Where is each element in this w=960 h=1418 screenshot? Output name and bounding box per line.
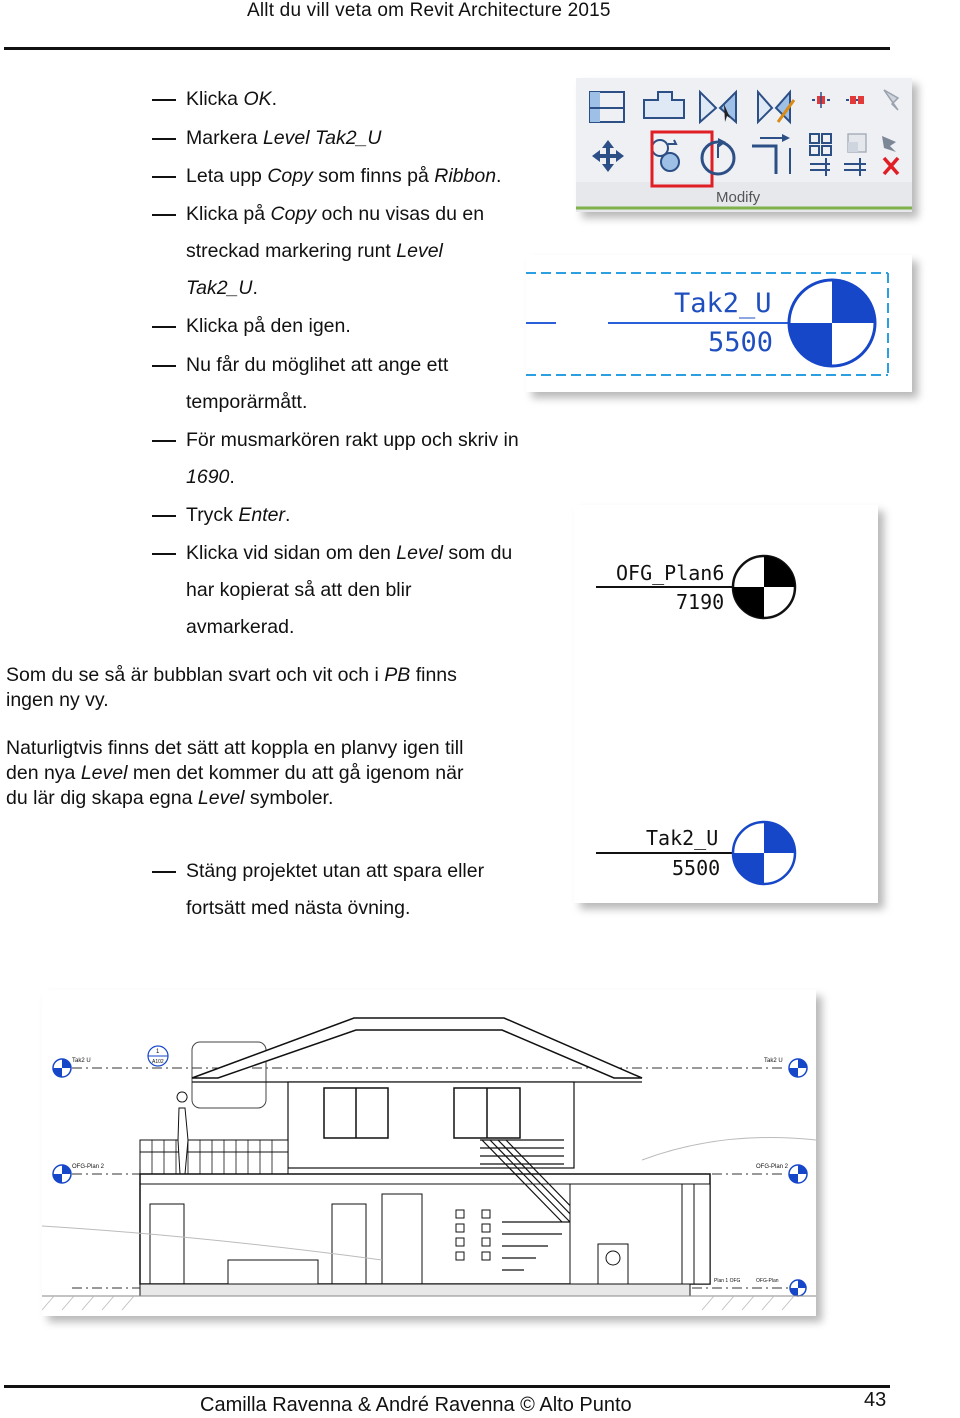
level-head-bubble-icon xyxy=(53,1165,71,1183)
step-item xyxy=(152,81,522,118)
dash-bullet-icon xyxy=(152,214,176,216)
body-paragraph: Som du se så är bubblan svart och vit och i PB finns ingen ny vy. xyxy=(6,664,457,711)
footer-rule xyxy=(4,1385,890,1388)
body-paragraph: Naturligtvis finns det sätt att koppla en planvy igen till den nya Level men det kommer du att gå igenom när du lär dig skapa egna Level symboler. xyxy=(6,737,464,809)
step-text: Klicka vid sidan om den Level som du har kopierat så att den blir avmarkerad. xyxy=(186,542,513,638)
level-head-bubble-icon[interactable] xyxy=(733,556,795,618)
level-copy-drawing xyxy=(526,255,912,392)
ribbon-modify-panel xyxy=(576,78,912,212)
house-section-drawing xyxy=(42,990,816,1316)
step-item xyxy=(152,196,522,307)
dash-bullet-icon xyxy=(152,99,176,101)
step-text: Nu får du möglihet att ange ett temporärmått. xyxy=(186,354,449,413)
step-item xyxy=(152,497,522,534)
page-header xyxy=(0,0,960,50)
step-item xyxy=(152,347,522,421)
level-name: Tak2_U xyxy=(674,288,772,319)
step-text: Markera Level Tak2_U xyxy=(186,127,382,149)
detail-tag-sheet: A102 xyxy=(152,1059,164,1065)
level-elevation: 5500 xyxy=(672,856,721,880)
step-item xyxy=(152,422,522,496)
level-head-bubble-icon xyxy=(53,1059,71,1077)
level-head-bubble-icon xyxy=(789,1165,807,1183)
step-item xyxy=(152,535,522,646)
level-head-bubble-icon[interactable] xyxy=(789,280,875,366)
header-rule xyxy=(4,47,890,50)
level-label: Tak2 U xyxy=(764,1058,783,1064)
step-item xyxy=(152,158,522,195)
dash-bullet-icon xyxy=(152,365,176,367)
sofa xyxy=(228,1260,318,1284)
level-label: OFG-Plan 2 xyxy=(756,1164,789,1170)
level-head-bubble-icon xyxy=(790,1280,806,1296)
page-title: Allt du vill veta om Revit Architecture 2015 xyxy=(247,0,611,21)
page-number: 43 xyxy=(864,1389,887,1411)
level-label: OFG-Plan 2 xyxy=(72,1164,105,1170)
level-name: Tak2_U xyxy=(646,826,719,850)
dash-bullet-icon xyxy=(152,326,176,328)
step-text: Klicka på Copy och nu visas du en streckad markering runt Level Tak2_U. xyxy=(186,203,485,299)
level-elevation: 5500 xyxy=(708,327,774,358)
footer-credit: Camilla Ravenna & André Ravenna © Alto Punto xyxy=(200,1394,632,1416)
level-elevation: 7190 xyxy=(676,590,725,614)
detail-tag-number: 1 xyxy=(156,1049,160,1055)
step-text: Leta upp Copy som finns på Ribbon. xyxy=(186,165,502,187)
step-text: Klicka på den igen. xyxy=(186,315,351,337)
dash-bullet-icon xyxy=(152,515,176,517)
dash-bullet-icon xyxy=(152,176,176,178)
dash-bullet-icon xyxy=(152,138,176,140)
step-text: Tryck Enter. xyxy=(186,504,291,526)
level-name: OFG_Plan6 xyxy=(616,561,725,585)
level-heads-figure xyxy=(574,505,878,903)
house-section-figure xyxy=(42,990,816,1316)
dash-bullet-icon xyxy=(152,553,176,555)
level-label: OFG-Plan xyxy=(756,1278,779,1284)
level-head-bubble-icon[interactable] xyxy=(733,822,795,884)
step-item xyxy=(152,308,522,345)
step-text: Klicka OK. xyxy=(186,88,278,110)
level-label: Plan 1 OFG xyxy=(714,1278,741,1284)
dash-bullet-icon xyxy=(152,440,176,442)
step-item xyxy=(152,120,522,157)
level-label: Tak2 U xyxy=(72,1058,91,1064)
level-head-bubble-icon xyxy=(789,1059,807,1077)
level-copy-figure xyxy=(526,255,912,392)
roof xyxy=(192,1018,642,1078)
step-item xyxy=(152,853,522,927)
ribbon-modify-figure xyxy=(576,78,912,212)
foundation xyxy=(140,1284,690,1296)
ribbon-panel-label: Modify xyxy=(716,189,761,206)
level-heads-drawing xyxy=(574,505,878,903)
scale-icon[interactable] xyxy=(848,134,866,152)
step-text: Stäng projektet utan att spara eller fortsätt med nästa övning. xyxy=(186,860,485,919)
dash-bullet-icon xyxy=(152,871,176,873)
step-text: För musmarkören rakt upp och skriv in 1690. xyxy=(186,429,519,488)
